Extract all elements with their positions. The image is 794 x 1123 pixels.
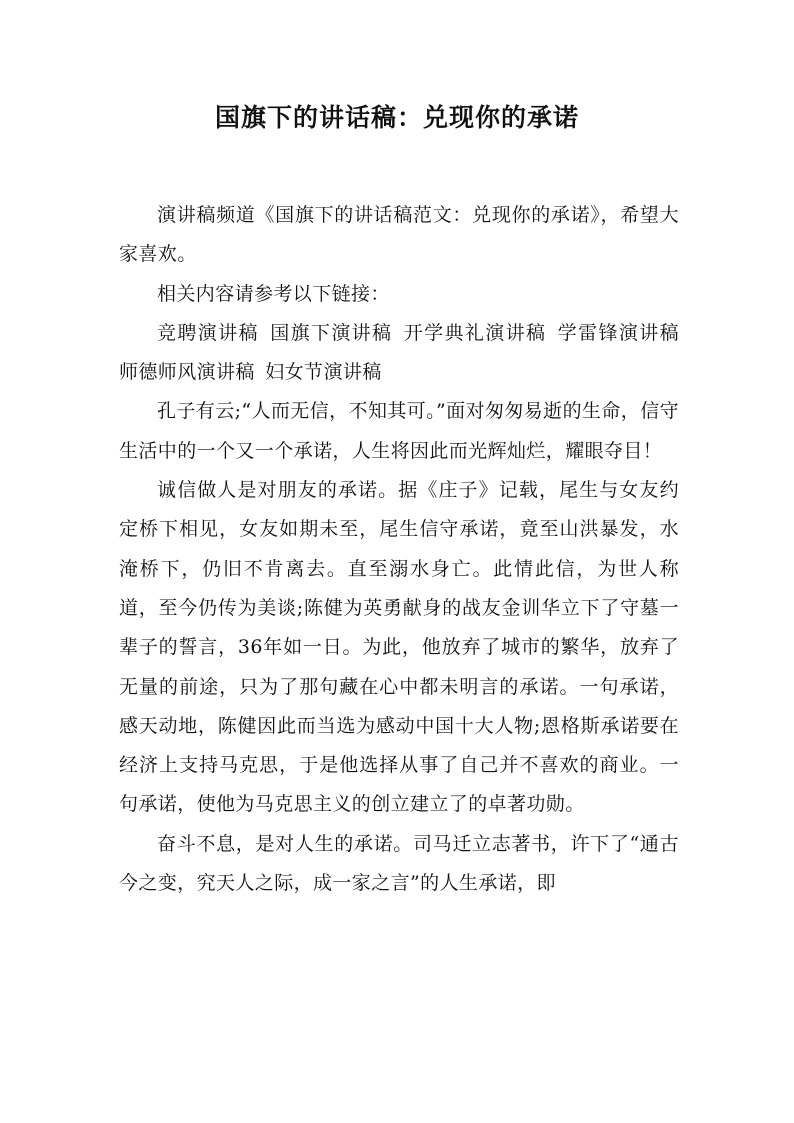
intro-paragraph: 演讲稿频道《国旗下的讲话稿范文：兑现你的承诺》，希望大家喜欢。 [119,204,679,266]
related-links-list: 竞聘演讲稿 国旗下演讲稿 开学典礼演讲稿 学雷锋演讲稿 师德师风演讲稿 妇女节演讲稿 [119,321,679,384]
document-body [119,196,679,903]
striving-paragraph: 奋斗不息，是对人生的承诺。司马迁立志著书，许下了“通古今之变，究天人之际，成一家之言”的人生承诺，即 [119,832,679,895]
confucius-paragraph: 孔子有云;“人而无信，不知其可。”面对匆匆易逝的生命，信守生活中的一个又一个承诺，人生将因此而光辉灿烂，耀眼夺目！ [119,400,679,462]
integrity-paragraph: 诚信做人是对朋友的承诺。据《庄子》记载，尾生与女友约定桥下相见，女友如期未至，尾生信守承诺，竟至山洪暴发，水淹桥下，仍旧不肯离去。直至溺水身亡。此情此信，为世人称道，至今仍传为美谈;陈健为英勇献身的战友金训华立下了守墓一辈子的誓言，36年如一日。为此，他放弃了城市的繁华，放弃了无量的前途，只为了那句藏在心中都未明言的承诺。一句承诺，感天动地，陈健因此而当选为感动中国十大人物;恩格斯承诺要在经济上支持马克思，于是他选择从事了自己并不喜欢的商业。一句承诺，使他为马克思主义的创立建立了的卓著功勋。 [119,479,679,816]
related-links-heading: 相关内容请参考以下链接： [157,282,390,305]
document-title: 国旗下的讲话稿：兑现你的承诺 [214,103,579,132]
